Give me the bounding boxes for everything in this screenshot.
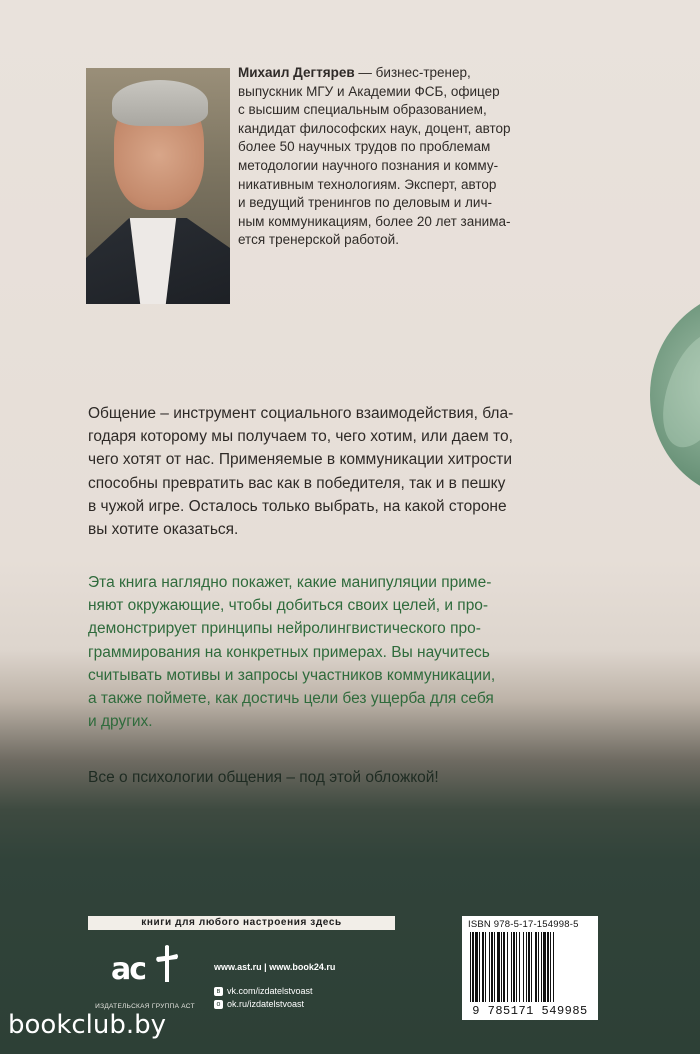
text-line: Все о психологии общения – под этой обложкой!	[88, 769, 439, 786]
bio-line: методологии научного познания и комму-	[238, 157, 499, 173]
ok-icon: о	[214, 1000, 223, 1009]
bio-line: ным коммуникациям, более 20 лет занима-	[238, 213, 511, 229]
text-line: вы хотите оказаться.	[88, 521, 239, 539]
bio-line: никативным технологиям. Эксперт, автор	[238, 176, 497, 192]
text-line: в чужой игре. Осталось только выбрать, на какой стороне	[88, 497, 507, 515]
text-line: и других.	[88, 713, 153, 731]
publisher-mark: ac	[111, 952, 146, 987]
isbn-label: ISBN 978-5-17-154998-5	[468, 919, 579, 930]
promo-strip: книги для любого настроения здесь	[88, 916, 395, 930]
watermark: bookclub.by	[8, 1010, 167, 1040]
bio-line: более 50 научных трудов по проблемам	[238, 139, 491, 155]
tagline	[88, 766, 616, 789]
ast-cross-icon	[155, 944, 179, 984]
bio-line: кандидат философских наук, доцент, автор	[238, 120, 511, 136]
ok-link[interactable]: ok.ru/izdatelstvoast	[227, 999, 305, 1009]
bio-line: с высшим специальным образованием,	[238, 102, 487, 118]
text-line: няют окружающие, чтобы добиться своих целей, и про-	[88, 597, 489, 615]
barcode-bars	[470, 932, 592, 1002]
vk-link[interactable]: vk.com/izdatelstvoast	[227, 986, 313, 996]
vk-icon: в	[214, 987, 223, 996]
text-line: граммирования на конкретных примерах. Вы научитесь	[88, 643, 490, 661]
description-paragraph-1	[88, 402, 616, 541]
publisher-logo	[107, 942, 187, 1002]
text-line: способны превратить вас как в победителя, так и в пешку	[88, 474, 506, 492]
bio-line: ется тренерской работой.	[238, 232, 399, 248]
bio-line: — бизнес-тренер,	[358, 65, 471, 80]
barcode-digits: 9 785171 549985	[472, 1004, 588, 1018]
author-photo	[86, 68, 230, 304]
description-paragraph-2	[88, 571, 616, 733]
vk-link-row[interactable]	[214, 986, 313, 996]
text-line: демонстрирует принципы нейролингвистического про-	[88, 620, 481, 638]
author-bio	[238, 64, 590, 250]
text-line: а также поймете, как достичь цели без ущерба для себя	[88, 690, 494, 708]
text-line: годаря которому мы получаем то, чего хотим, или даем то,	[88, 428, 513, 446]
site-links[interactable]: www.ast.ru | www.book24.ru	[214, 962, 336, 972]
publisher-caption: ИЗДАТЕЛЬСКАЯ ГРУППА АСТ	[95, 1003, 195, 1010]
text-line: Эта книга наглядно покажет, какие манипуляции приме-	[88, 574, 492, 591]
text-line: чего хотят от нас. Применяемые в коммуникации хитрости	[88, 451, 512, 469]
decorative-leaf-circle	[650, 290, 700, 500]
barcode	[462, 916, 598, 1020]
text-line: Общение – инструмент социального взаимодействия, бла-	[88, 405, 514, 422]
author-name: Михаил Дегтярев	[238, 65, 355, 80]
bio-line: выпускник МГУ и Академии ФСБ, офицер	[238, 83, 500, 99]
ok-link-row[interactable]	[214, 999, 304, 1009]
text-line: считывать мотивы и запросы участников коммуникации,	[88, 666, 496, 684]
bio-line: и ведущий тренингов по деловым и лич-	[238, 195, 492, 211]
